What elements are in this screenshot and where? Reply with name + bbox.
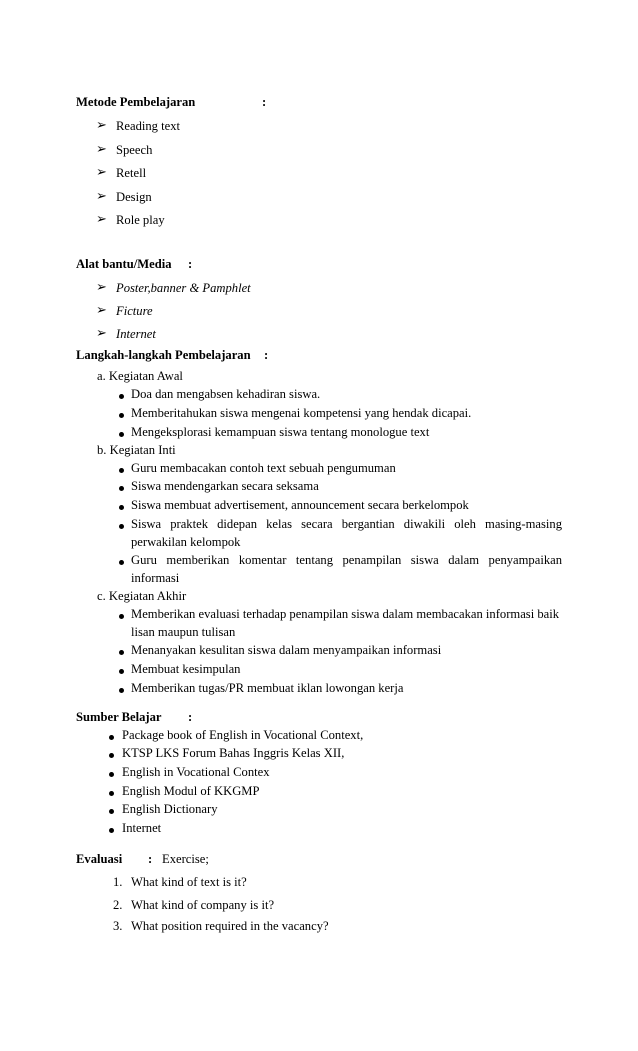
bullet-dot-icon xyxy=(109,753,114,758)
bullet-dot-icon xyxy=(119,486,124,491)
evaluasi-colon: : xyxy=(148,852,153,866)
bullet-dot-icon xyxy=(119,650,124,655)
bullet-dot-icon xyxy=(119,413,124,418)
bullet-dot-icon xyxy=(119,394,124,399)
alat-item: Poster,banner & Pamphlet xyxy=(116,281,251,295)
awal-item: Memberitahukan siswa mengenai kompetensi yang hendak dicapai. xyxy=(131,406,472,420)
alat-colon: : xyxy=(188,257,193,271)
akhir-item: Menanyakan kesulitan siswa dalam menyampaikan informasi xyxy=(131,643,442,657)
metode-heading: Metode Pembelajaran xyxy=(76,95,196,109)
arrow-bullet-icon: ➢ xyxy=(96,142,107,157)
evaluasi-label: Exercise; xyxy=(162,852,209,866)
arrow-bullet-icon: ➢ xyxy=(96,118,107,133)
arrow-bullet-icon: ➢ xyxy=(96,189,107,204)
bullet-dot-icon xyxy=(109,772,114,777)
sumber-item: Package book of English in Vocational Context, xyxy=(122,728,364,742)
metode-item: Retell xyxy=(116,166,147,180)
awal-item: Doa dan mengabsen kehadiran siswa. xyxy=(131,387,321,401)
sumber-heading: Sumber Belajar xyxy=(76,710,162,724)
bullet-dot-icon xyxy=(119,560,124,565)
question-number: 2. xyxy=(113,898,123,912)
bullet-dot-icon xyxy=(119,524,124,529)
bullet-dot-icon xyxy=(109,735,114,740)
bullet-dot-icon xyxy=(109,791,114,796)
alat-item: Ficture xyxy=(116,304,153,318)
akhir-item-continued: lisan maupun tulisan xyxy=(131,625,236,639)
inti-item: Siswa mendengarkan secara seksama xyxy=(131,479,319,493)
arrow-bullet-icon: ➢ xyxy=(96,326,107,341)
evaluasi-heading: Evaluasi xyxy=(76,852,123,866)
sumber-item: English in Vocational Contex xyxy=(122,765,270,779)
awal-item: Mengeksplorasi kemampuan siswa tentang monologue text xyxy=(131,425,430,439)
question-number: 3. xyxy=(113,919,123,933)
bullet-dot-icon xyxy=(119,432,124,437)
inti-item-continued: informasi xyxy=(131,571,180,585)
akhir-item: Membuat kesimpulan xyxy=(131,662,241,676)
bullet-dot-icon xyxy=(119,669,124,674)
inti-item-continued: perwakilan kelompok xyxy=(131,535,241,549)
arrow-bullet-icon: ➢ xyxy=(96,165,107,180)
arrow-bullet-icon: ➢ xyxy=(96,212,107,227)
kegiatan-awal-label: a. Kegiatan Awal xyxy=(97,369,183,383)
akhir-item: Memberikan evaluasi terhadap penampilan siswa dalam membacakan informasi baik xyxy=(131,607,560,621)
kegiatan-akhir-label: c. Kegiatan Akhir xyxy=(97,589,187,603)
question-number: 1. xyxy=(113,875,123,889)
inti-item: Guru memberikan komentar tentang penampilan siswa dalam penyampaikan xyxy=(131,553,562,567)
bullet-dot-icon xyxy=(119,505,124,510)
langkah-heading: Langkah-langkah Pembelajaran xyxy=(76,348,251,362)
bullet-dot-icon xyxy=(109,828,114,833)
bullet-dot-icon xyxy=(119,688,124,693)
inti-item: Siswa membuat advertisement, announcement secara berkelompok xyxy=(131,498,469,512)
bullet-dot-icon xyxy=(109,809,114,814)
evaluasi-question: What kind of company is it? xyxy=(131,898,275,912)
metode-item: Reading text xyxy=(116,119,181,133)
evaluasi-question: What position required in the vacancy? xyxy=(131,919,329,933)
inti-item: Siswa praktek didepan kelas secara bergantian diwakili oleh masing-masing xyxy=(131,517,562,531)
metode-item: Role play xyxy=(116,213,165,227)
alat-heading: Alat bantu/Media xyxy=(76,257,172,271)
evaluasi-question: What kind of text is it? xyxy=(131,875,247,889)
metode-colon: : xyxy=(262,95,267,109)
arrow-bullet-icon: ➢ xyxy=(96,280,107,295)
metode-item: Speech xyxy=(116,143,153,157)
sumber-item: English Modul of KKGMP xyxy=(122,784,260,798)
alat-item: Internet xyxy=(116,327,156,341)
kegiatan-inti-label: b. Kegiatan Inti xyxy=(97,443,176,457)
bullet-dot-icon xyxy=(119,468,124,473)
inti-item: Guru membacakan contoh text sebuah pengumuman xyxy=(131,461,396,475)
metode-item: Design xyxy=(116,190,152,204)
sumber-item: English Dictionary xyxy=(122,802,218,816)
langkah-colon: : xyxy=(264,348,269,362)
arrow-bullet-icon: ➢ xyxy=(96,303,107,318)
sumber-item: KTSP LKS Forum Bahas Inggris Kelas XII, xyxy=(122,746,345,760)
sumber-item: Internet xyxy=(122,821,162,835)
bullet-dot-icon xyxy=(119,614,124,619)
akhir-item: Memberikan tugas/PR membuat iklan lowongan kerja xyxy=(131,681,404,695)
sumber-colon: : xyxy=(188,710,193,724)
